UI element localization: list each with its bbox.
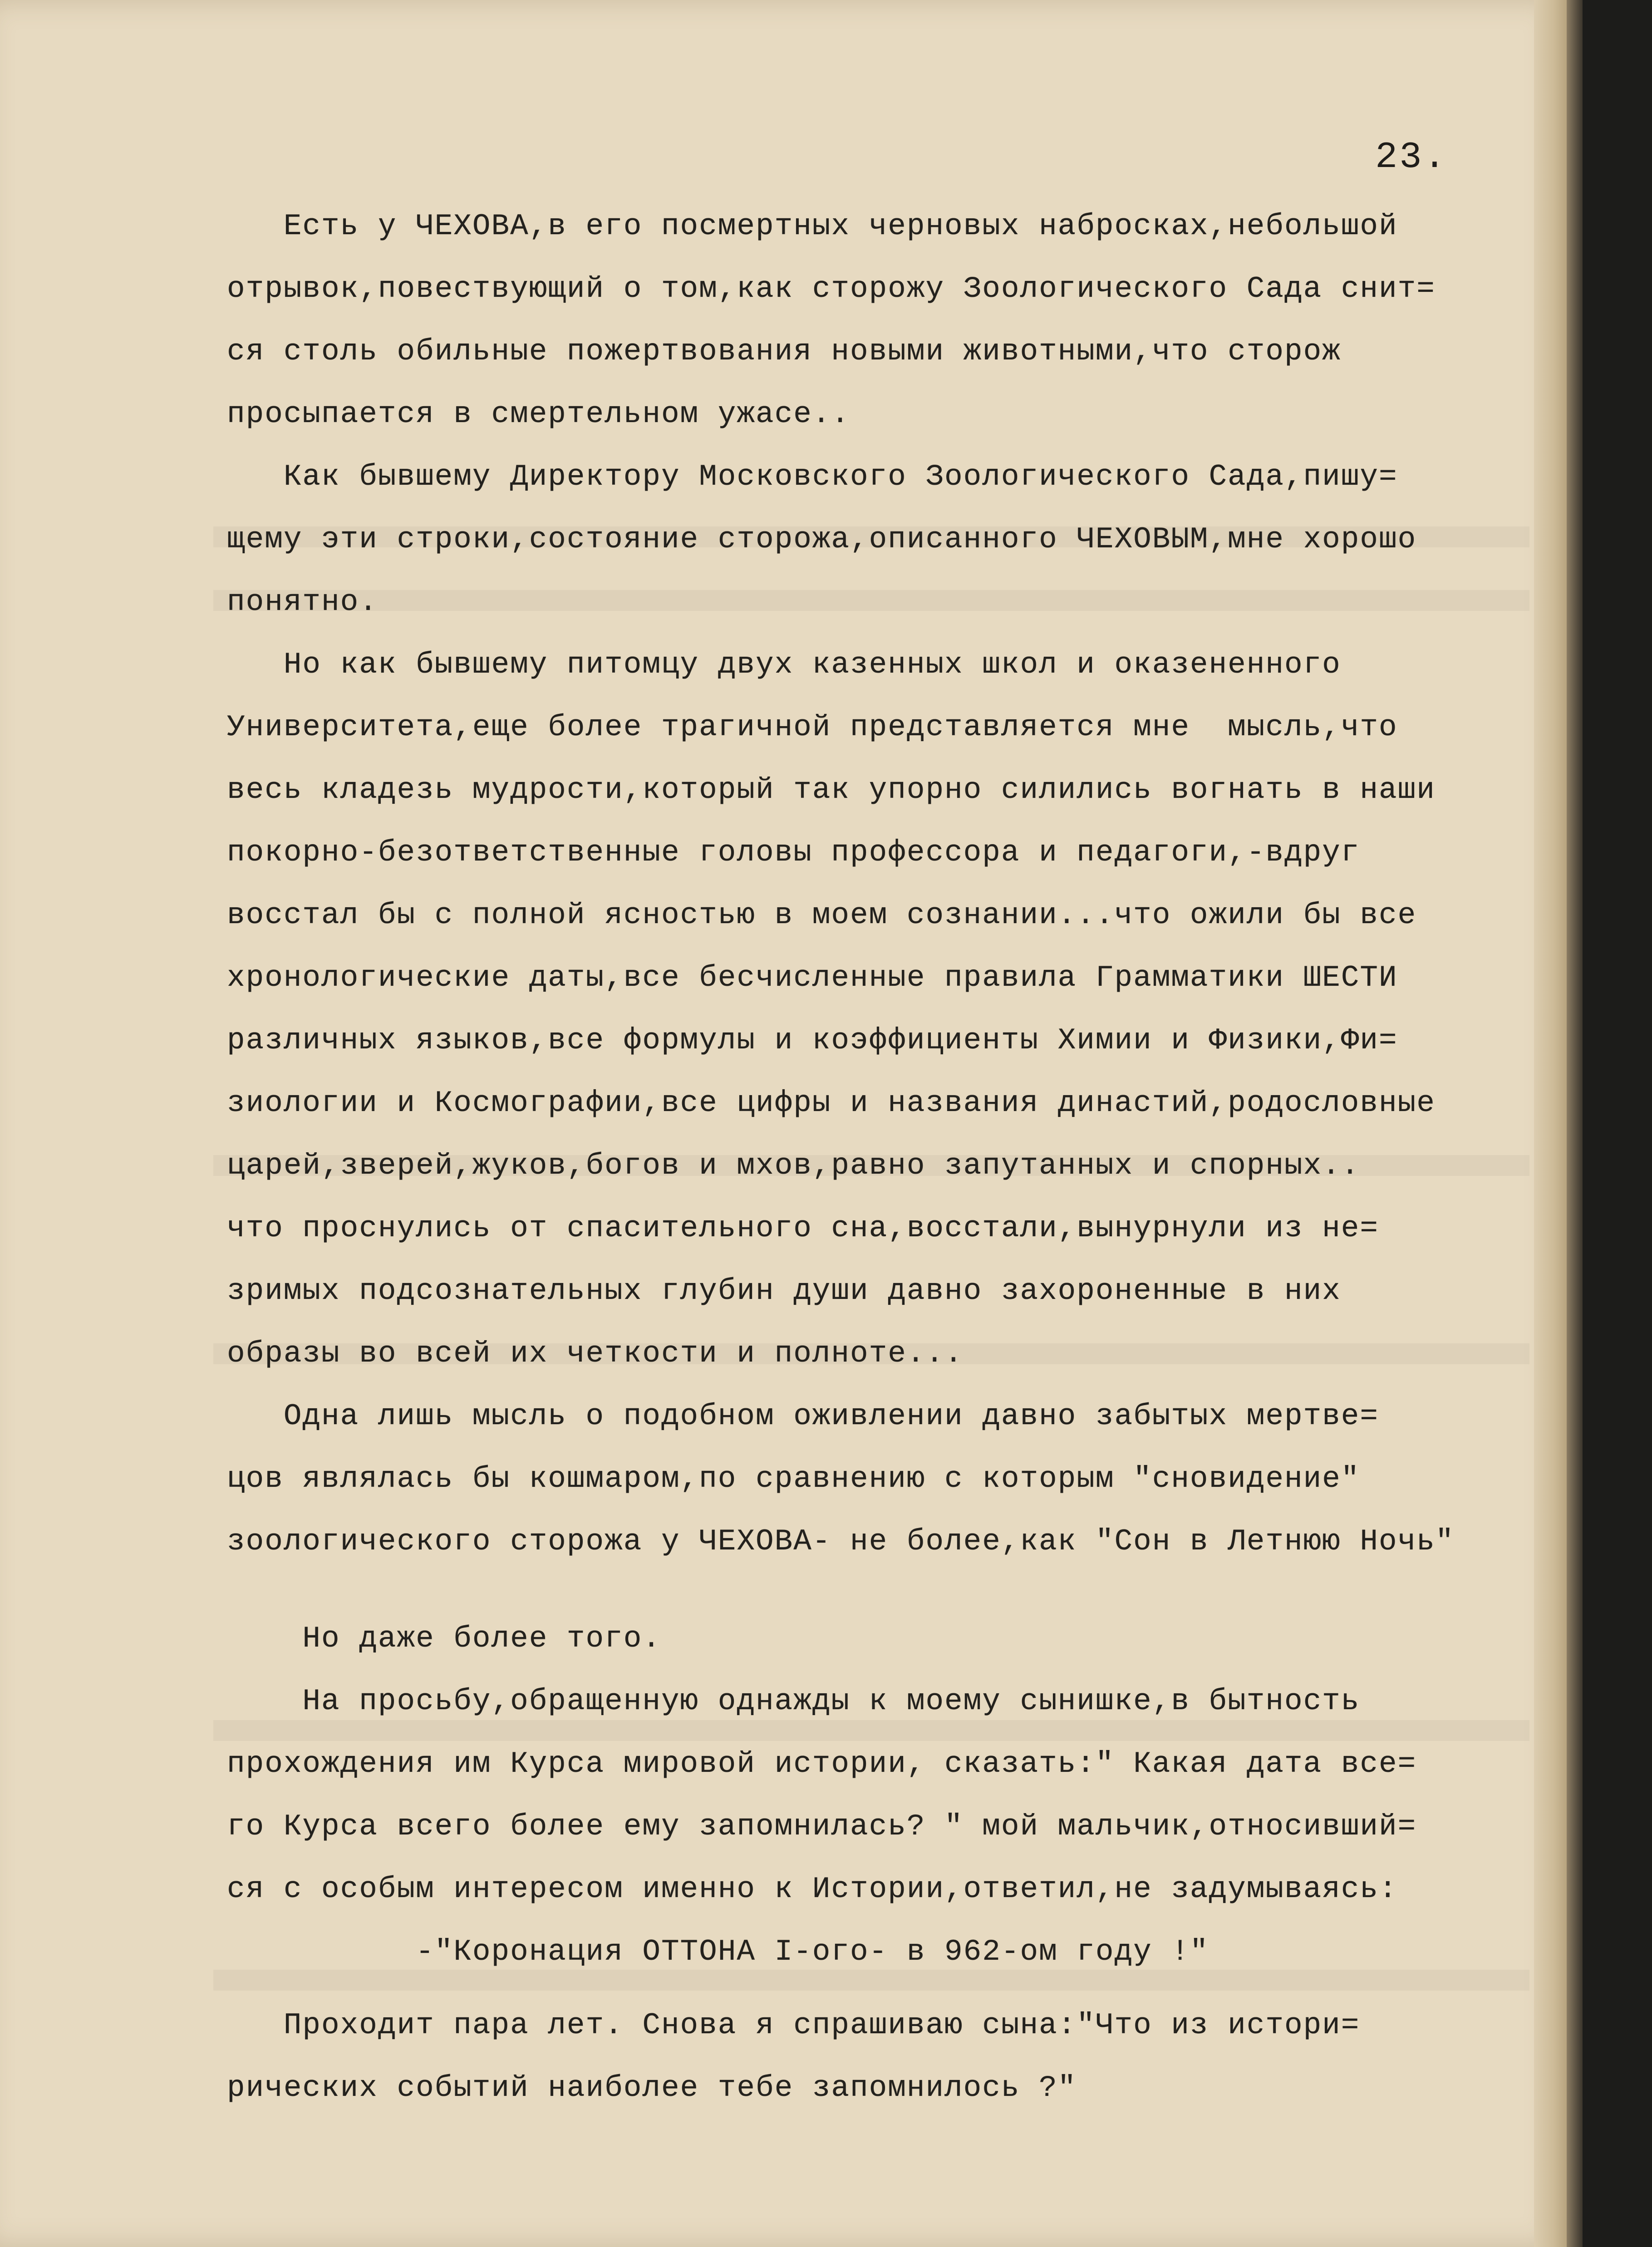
text-line: что проснулись от спасительного сна,восстали,вынурнули из не= — [227, 1211, 1379, 1245]
text-line: зиологии и Космографии,все цифры и названия династий,родословные — [227, 1086, 1436, 1120]
paragraph-gap — [227, 1573, 1570, 1608]
text-line: царей,зверей,жуков,богов и мхов,равно запутанных и спорных.. — [227, 1149, 1360, 1183]
paragraph — [227, 634, 1570, 1385]
paragraph-gap — [227, 1983, 1570, 1994]
text-line: Университета,еще более трагичной представляется мне мысль,что — [227, 710, 1398, 744]
text-line: хронологические даты,все бесчисленные правила Грамматики ШЕСТИ — [227, 961, 1398, 995]
text-line: образы во всей их четкости и полноте... — [227, 1337, 964, 1371]
text-line: просыпается в смертельном ужасе.. — [227, 397, 851, 431]
text-line: прохождения им Курса мировой истории, сказать:" Какая дата все= — [227, 1747, 1417, 1781]
paragraph — [227, 1608, 1570, 1670]
text-line: отрывок,повествующий о том,как сторожу Зоологического Сада снит= — [227, 272, 1436, 306]
text-line: -"Коронация ОТТОНА I-ого- в 962-ом году !" — [227, 1935, 1209, 1969]
paragraph — [227, 1385, 1570, 1573]
text-line: цов являлась бы кошмаром,по сравнению с которым "сновидение" — [227, 1462, 1360, 1496]
text-line: Одна лишь мысль о подобном оживлении давно забытых мертве= — [227, 1399, 1379, 1433]
paragraph — [227, 195, 1570, 446]
paragraph — [227, 1994, 1570, 2119]
text-line: го Курса всего более ему запомнилась? " мой мальчик,относивший= — [227, 1809, 1417, 1844]
text-line: весь кладезь мудрости,который так упорно силились вогнать в наши — [227, 773, 1436, 807]
text-line: Есть у ЧЕХОВА,в его посмертных черновых набросках,небольшой — [227, 209, 1398, 243]
text-line: рических событий наиболее тебе запомнилось ?" — [227, 2071, 1077, 2105]
text-line: Но даже более того. — [227, 1622, 661, 1656]
text-line: зримых подсознательных глубин души давно захороненные в них — [227, 1274, 1341, 1308]
paragraph — [227, 446, 1570, 634]
text-line: Проходит пара лет. Снова я спрашиваю сына:"Что из истори= — [227, 2008, 1360, 2042]
text-line: щему эти строки,состояние сторожа,описанного ЧЕХОВЫМ,мне хорошо — [227, 522, 1417, 556]
text-line: покорно-безответственные головы профессора и педагоги,-вдруг — [227, 836, 1360, 870]
text-line: Но как бывшему питомцу двух казенных школ и оказененного — [227, 648, 1341, 682]
page-number: 23. — [1375, 136, 1448, 178]
text-line: зоологического сторожа у ЧЕХОВА- не более,как "Сон в Летнюю Ночь" — [227, 1524, 1455, 1559]
typewritten-text — [227, 195, 1570, 2119]
text-line: ся с особым интересом именно к Истории,ответил,не задумываясь: — [227, 1872, 1398, 1906]
text-line: различных языков,все формулы и коэффициенты Химии и Физики,Фи= — [227, 1023, 1398, 1057]
text-line: Как бывшему Директору Московского Зоологического Сада,пишу= — [227, 460, 1398, 494]
text-line: ся столь обильные пожертвования новыми животными,что сторож — [227, 334, 1341, 369]
paragraph — [227, 1670, 1570, 1983]
text-line: восстал бы с полной ясностью в моем сознании...что ожили бы все — [227, 898, 1417, 932]
text-line: На просьбу,обращенную однажды к моему сынишке,в бытность — [227, 1684, 1360, 1718]
text-line: понятно. — [227, 585, 378, 619]
